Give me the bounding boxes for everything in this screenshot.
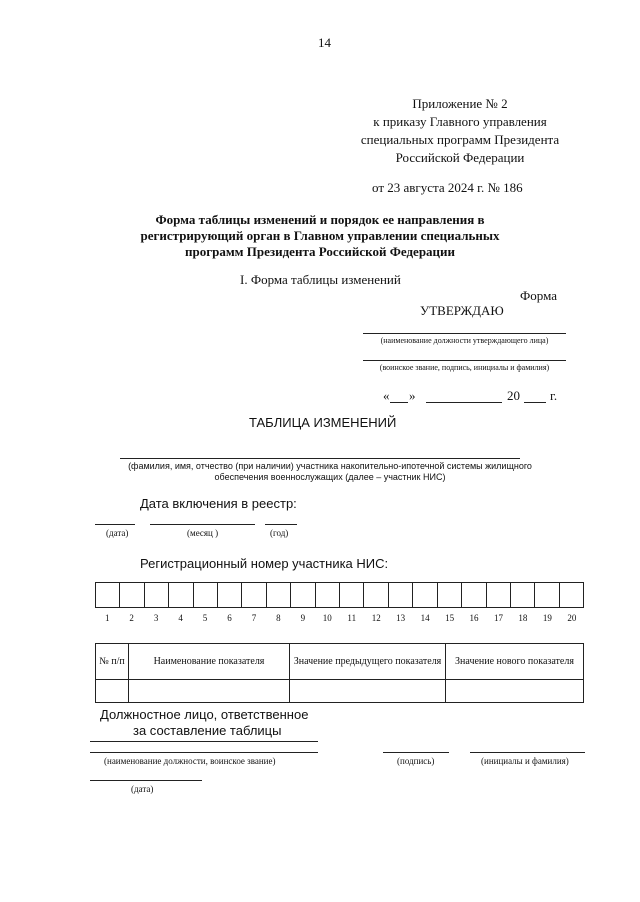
registration-label: Регистрационный номер участника НИС: <box>140 556 389 571</box>
approver-position-caption: (наименование должности утверждающего лица) <box>380 336 549 345</box>
participant-caption-line: обеспечения военнослужащих (далее – участник НИС) <box>214 472 446 482</box>
page-number: 14 <box>318 35 331 50</box>
date-year-suffix: г. <box>550 388 558 403</box>
date-line <box>90 780 202 781</box>
registration-cell <box>560 583 583 607</box>
position-line-1 <box>90 741 318 742</box>
registration-cell <box>413 583 437 607</box>
registration-cell-number: 20 <box>567 613 577 623</box>
column-header: № п/п <box>96 644 129 680</box>
inclusion-day-caption: (дата) <box>106 528 129 538</box>
table-cell <box>290 680 446 703</box>
date-caption: (дата) <box>131 784 154 794</box>
approver-position-line <box>363 333 566 334</box>
participant-caption-line: (фамилия, имя, отчество (при наличии) участника накопительно-ипотечной системы жилищного <box>128 461 532 471</box>
registration-cell-number: 19 <box>542 613 552 623</box>
signature-caption: (подпись) <box>397 756 435 766</box>
date-quote-close: » <box>409 388 416 403</box>
registration-cell-number: 15 <box>445 613 455 623</box>
appendix-line: Приложение № 2 <box>412 96 508 111</box>
registration-cell-number: 1 <box>104 613 110 623</box>
column-header: Наименование показателя <box>129 644 290 680</box>
date-year-line <box>524 402 546 403</box>
registration-cell-number: 3 <box>153 613 159 623</box>
date-year-prefix: 20 <box>507 388 520 403</box>
registration-cell <box>389 583 413 607</box>
registration-cell-number: 5 <box>202 613 208 623</box>
registration-cell-numbers <box>95 613 584 623</box>
table-cell <box>129 680 290 703</box>
registration-cell <box>218 583 242 607</box>
name-caption: (инициалы и фамилия) <box>481 756 569 766</box>
heading-line: программ Президента Российской Федерации <box>184 244 456 259</box>
registration-cell <box>120 583 144 607</box>
registration-cell <box>364 583 388 607</box>
appendix-line: к приказу Главного управления <box>373 114 547 129</box>
form-heading <box>100 212 540 260</box>
registration-cell-number: 11 <box>347 613 357 623</box>
registration-cell <box>267 583 291 607</box>
registration-cell <box>169 583 193 607</box>
registration-cell <box>242 583 266 607</box>
table-cell <box>96 680 129 703</box>
date-day-line <box>390 402 408 403</box>
appendix-line: Российской Федерации <box>395 150 525 165</box>
column-header: Значение нового показателя <box>446 644 584 680</box>
registration-cell-number: 2 <box>129 613 134 623</box>
appendix-block <box>340 95 580 167</box>
inclusion-month-line <box>150 524 255 525</box>
date-month-line <box>426 402 502 403</box>
appendix-line: специальных программ Президента <box>360 132 560 147</box>
position-line-2 <box>90 752 318 753</box>
inclusion-year-line <box>265 524 297 525</box>
registration-cell <box>462 583 486 607</box>
table-row <box>96 680 584 703</box>
form-label: Форма <box>520 288 557 303</box>
registration-cell <box>291 583 315 607</box>
registration-number-grid <box>95 582 584 608</box>
registration-cell <box>316 583 340 607</box>
inclusion-day-line <box>95 524 135 525</box>
responsible-line1: Должностное лицо, ответственное <box>100 707 309 722</box>
registration-cell <box>145 583 169 607</box>
section-title: I. Форма таблицы изменений <box>240 272 401 287</box>
registration-cell <box>535 583 559 607</box>
registration-cell <box>96 583 120 607</box>
participant-caption <box>80 461 580 483</box>
registration-cell-number: 8 <box>276 613 281 623</box>
order-date: от 23 августа 2024 г. № 186 <box>372 180 523 195</box>
table-cell <box>446 680 584 703</box>
column-header: Значение предыдущего показателя <box>290 644 446 680</box>
responsible-line2: за составление таблицы <box>133 723 282 738</box>
inclusion-year-caption: (год) <box>270 528 289 538</box>
registration-cell-number: 18 <box>518 613 528 623</box>
approver-signature-caption: (воинское звание, подпись, инициалы и фамилия) <box>379 363 550 372</box>
registration-cell-number: 12 <box>371 613 381 623</box>
registration-cell-number: 14 <box>420 613 430 623</box>
registration-cell-number: 6 <box>227 613 232 623</box>
registration-cell-number: 7 <box>251 613 257 623</box>
changes-table <box>95 643 584 703</box>
registration-cell-number: 17 <box>493 613 503 623</box>
participant-name-line <box>120 458 520 459</box>
heading-line: регистрирующий орган в Главном управлении специальных <box>140 228 500 243</box>
signature-line <box>383 752 449 753</box>
document-title: ТАБЛИЦА ИЗМЕНЕНИЙ <box>249 415 397 430</box>
registration-cell <box>511 583 535 607</box>
inclusion-date-label: Дата включения в реестр: <box>140 496 297 511</box>
registration-cell <box>487 583 511 607</box>
heading-line: Форма таблицы изменений и порядок ее направления в <box>155 212 485 227</box>
table-header-row <box>96 644 584 680</box>
date-quote-open: « <box>383 388 390 403</box>
position-caption: (наименование должности, воинское звание) <box>104 756 276 766</box>
approve-title: УТВЕРЖДАЮ <box>420 303 504 318</box>
inclusion-month-caption: (месяц ) <box>187 528 219 538</box>
registration-cell <box>438 583 462 607</box>
registration-cell-number: 16 <box>469 613 479 623</box>
registration-cell-number: 13 <box>396 613 406 623</box>
approver-signature-line <box>363 360 566 361</box>
registration-cell-number: 10 <box>322 613 332 623</box>
registration-cell-number: 4 <box>178 613 183 623</box>
registration-cell-number: 9 <box>300 613 306 623</box>
registration-cell <box>340 583 364 607</box>
registration-cell <box>194 583 218 607</box>
name-line <box>470 752 585 753</box>
